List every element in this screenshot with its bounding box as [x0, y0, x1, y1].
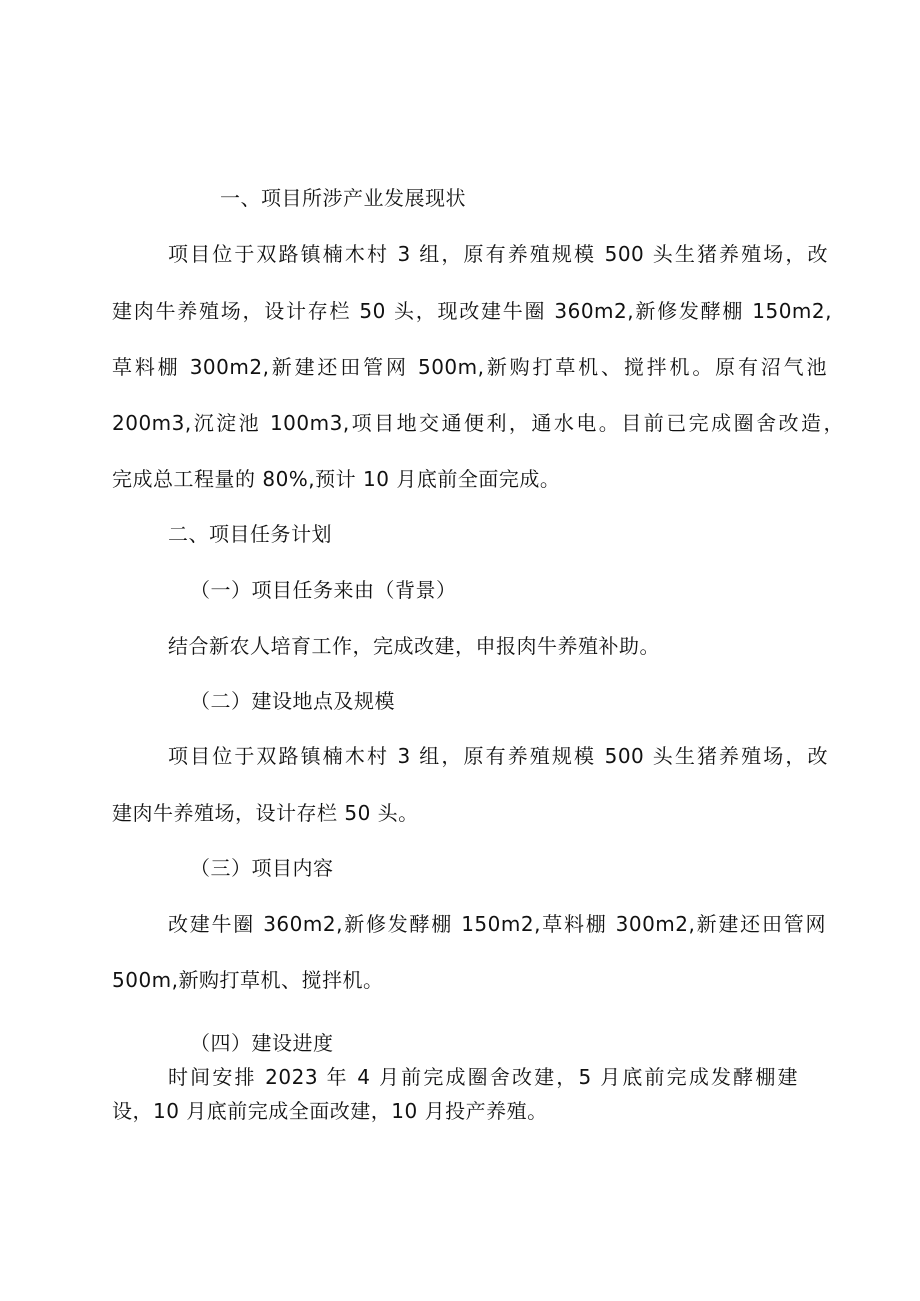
subsection-heading-1: （一）项目任务来由（背景）	[190, 578, 457, 602]
section-heading-1: 一、项目所涉产业发展现状	[220, 186, 466, 210]
paragraph-line: 改建牛圈 360m2,新修发酵棚 150m2,草料棚 300m2,新建还田管网	[168, 912, 826, 936]
paragraph-line: 草料棚 300m2,新建还田管网 500m,新购打草机、搅拌机。原有沼气池	[112, 355, 827, 379]
section-heading-2: 二、项目任务计划	[168, 522, 332, 546]
paragraph-line: 项目位于双路镇楠木村 3 组，原有养殖规模 500 头生猪养殖场，改	[168, 242, 828, 266]
subsection-heading-3: （三）项目内容	[190, 856, 334, 880]
paragraph-line: 时间安排 2023 年 4 月前完成圈舍改建，5 月底前完成发酵棚建	[168, 1065, 798, 1089]
paragraph-line: 建肉牛养殖场，设计存栏 50 头，现改建牛圈 360m2,新修发酵棚 150m2,	[112, 299, 832, 323]
paragraph-line: 设，10 月底前完成全面改建，10 月投产养殖。	[112, 1099, 548, 1123]
subsection-heading-4: （四）建设进度	[190, 1031, 334, 1055]
paragraph-line: 500m,新购打草机、搅拌机。	[112, 968, 384, 992]
paragraph-line: 建肉牛养殖场，设计存栏 50 头。	[112, 801, 419, 825]
paragraph-line: 完成总工程量的 80%,预计 10 月底前全面完成。	[112, 467, 561, 491]
subsection-heading-2: （二）建设地点及规模	[190, 689, 395, 713]
paragraph-line: 项目位于双路镇楠木村 3 组，原有养殖规模 500 头生猪养殖场，改	[168, 744, 828, 768]
subsection-text-1: 结合新农人培育工作，完成改建，申报肉牛养殖补助。	[168, 634, 660, 658]
paragraph-line: 200m3,沉淀池 100m3,项目地交通便利，通水电。目前已完成圈舍改造，	[112, 411, 844, 435]
